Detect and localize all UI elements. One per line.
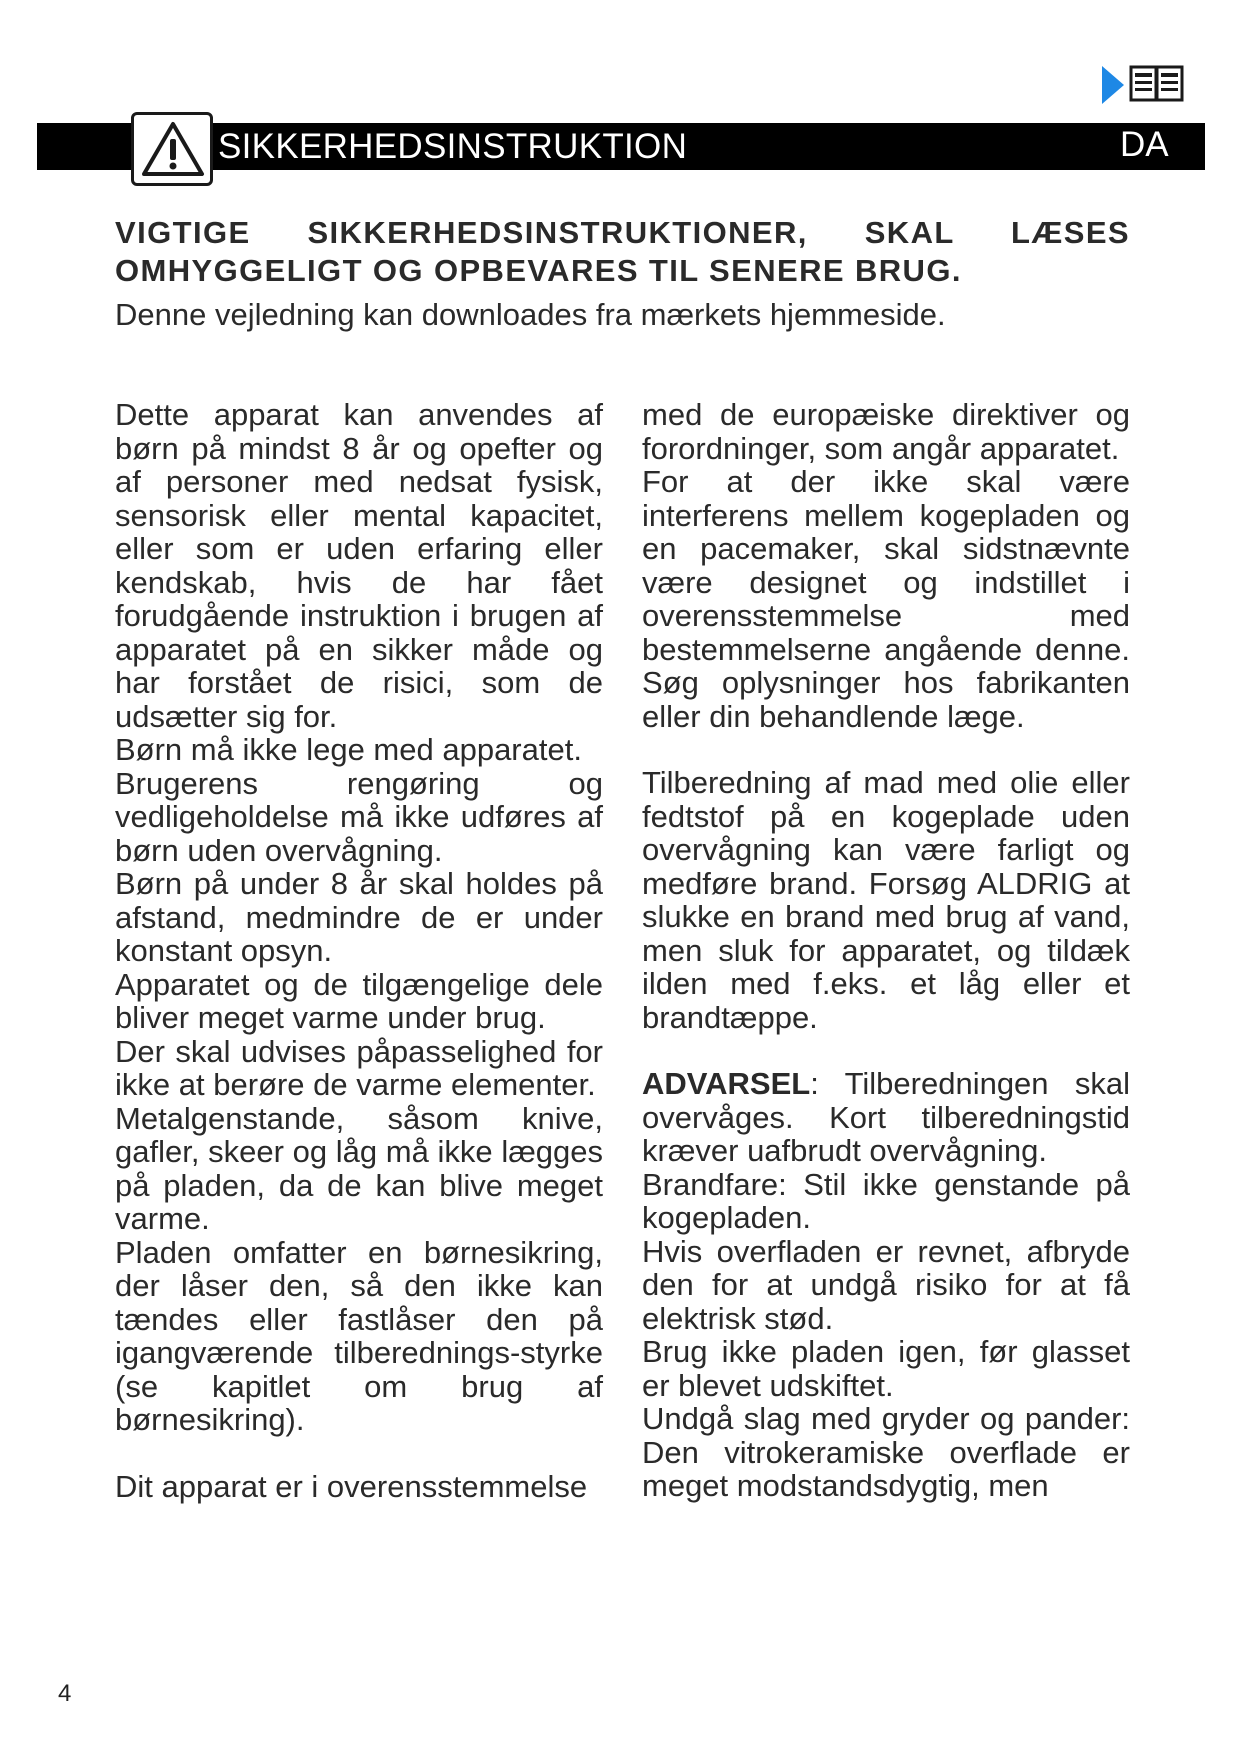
spacer	[642, 1034, 1130, 1067]
left-column	[115, 398, 603, 1503]
paragraph-no-play: Børn må ikke lege med apparatet.	[115, 732, 582, 767]
paragraph-replace-glass: Brug ikke pladen igen, før glasset er blevet udskiftet.	[642, 1334, 1130, 1403]
page-number: 4	[58, 1680, 72, 1707]
paragraph-pacemaker: For at der ikke skal være interferens mellem kogepladen og en pacemaker, skal sidstnævnte være designet og indstillet i overensstemmelse med bestemmelserne angående denne. Søg oplysninger hos fabrikanten eller din behandlende læge.	[642, 464, 1130, 734]
paragraph-fire-hazard: Brandfare: Stil ikke genstande på kogepladen.	[642, 1166, 1130, 1235]
right-column	[642, 398, 1130, 1503]
download-note: Denne vejledning kan downloades fra mærkets hjemmeside.	[115, 297, 946, 332]
warning-icon-box	[131, 112, 213, 186]
warning-triangle-icon	[140, 120, 206, 178]
paragraph-cracked-surface: Hvis overfladen er revnet, afbryde den for at undgå risiko for at få elektrisk stød.	[642, 1233, 1130, 1336]
warning-text: : Tilberedningen skal overvåges. Kort tilberedningstid kræver uafbrudt overvågning.	[642, 1066, 1130, 1168]
paragraph-child-lock: Pladen omfatter en børnesikring, der låser den, så den ikke kan tændes eller fastlåser den på igangværende tilberednings-styrke (se kapitlet om brug af børnesikring).	[115, 1234, 603, 1437]
paragraph-children-distance: Børn på under 8 år skal holdes på afstand, medmindre de er under konstant opsyn.	[115, 866, 603, 968]
important-safety-headline	[115, 214, 1130, 290]
paragraph-avoid-touch: Der skal udvises påpasselighed for ikke at berøre de varme elementer.	[115, 1033, 603, 1102]
paragraph-avoid-impacts: Undgå slag med gryder og pander: Den vitrokeramiske overflade er meget modstandsdygtig, men	[642, 1401, 1130, 1503]
paragraph-age-capacity: Dette apparat kan anvendes af børn på mindst 8 år og opefter og af personer med nedsat fysisk, sensorisk eller mental kapacitet, eller som er uden erfaring eller kendskab, hvis de har fået forudgående instruktion i brugen af apparatet på en sikker måde og har forstået de risici, som de udsætter sig for.	[115, 397, 603, 734]
spacer	[115, 1437, 603, 1470]
language-code: DA	[1120, 125, 1169, 164]
paragraph-oil-fire: Tilberedning af mad med olie eller fedtstof på en kogeplade uden overvågning kan være farligt og medføre brand. Forsøg ALDRIG at slukke en brand med brug af vand, men sluk for apparatet, og tildæk ilden med f.eks. et låg eller et brandtæppe.	[642, 765, 1130, 1035]
manual-book-icon[interactable]	[1131, 67, 1182, 100]
paragraph-metal-objects: Metalgenstande, såsom knive, gafler, skeer og låg må ikke lægges på pladen, da de kan blive meget varme.	[115, 1100, 603, 1236]
section-title: SIKKERHEDSINSTRUKTION	[218, 127, 688, 166]
spacer	[642, 733, 1130, 766]
paragraph-warning	[642, 1067, 1130, 1168]
nav-icons-svg	[1100, 64, 1192, 106]
paragraph-conformity-start: Dit apparat er i overensstemmelse	[115, 1468, 588, 1504]
play-arrow-icon[interactable]	[1102, 66, 1124, 104]
headline-line-2: OMHYGGELIGT OG OPBEVARES TIL SENERE BRUG.	[115, 253, 962, 288]
paragraph-cleaning: Brugerens rengøring og vedligeholdelse må ikke udføres af børn uden overvågning.	[115, 765, 603, 868]
warning-label: ADVARSEL	[642, 1066, 811, 1101]
paragraph-directives: med de europæiske direktiver og forordninger, som angår apparatet.	[642, 397, 1130, 466]
nav-icons	[1100, 64, 1192, 106]
paragraph-hot-parts: Apparatet og de tilgængelige dele bliver meget varme under brug.	[115, 966, 603, 1035]
headline-line-1: VIGTIGE SIKKERHEDSINSTRUKTIONER, SKAL LÆSES	[115, 215, 1130, 250]
